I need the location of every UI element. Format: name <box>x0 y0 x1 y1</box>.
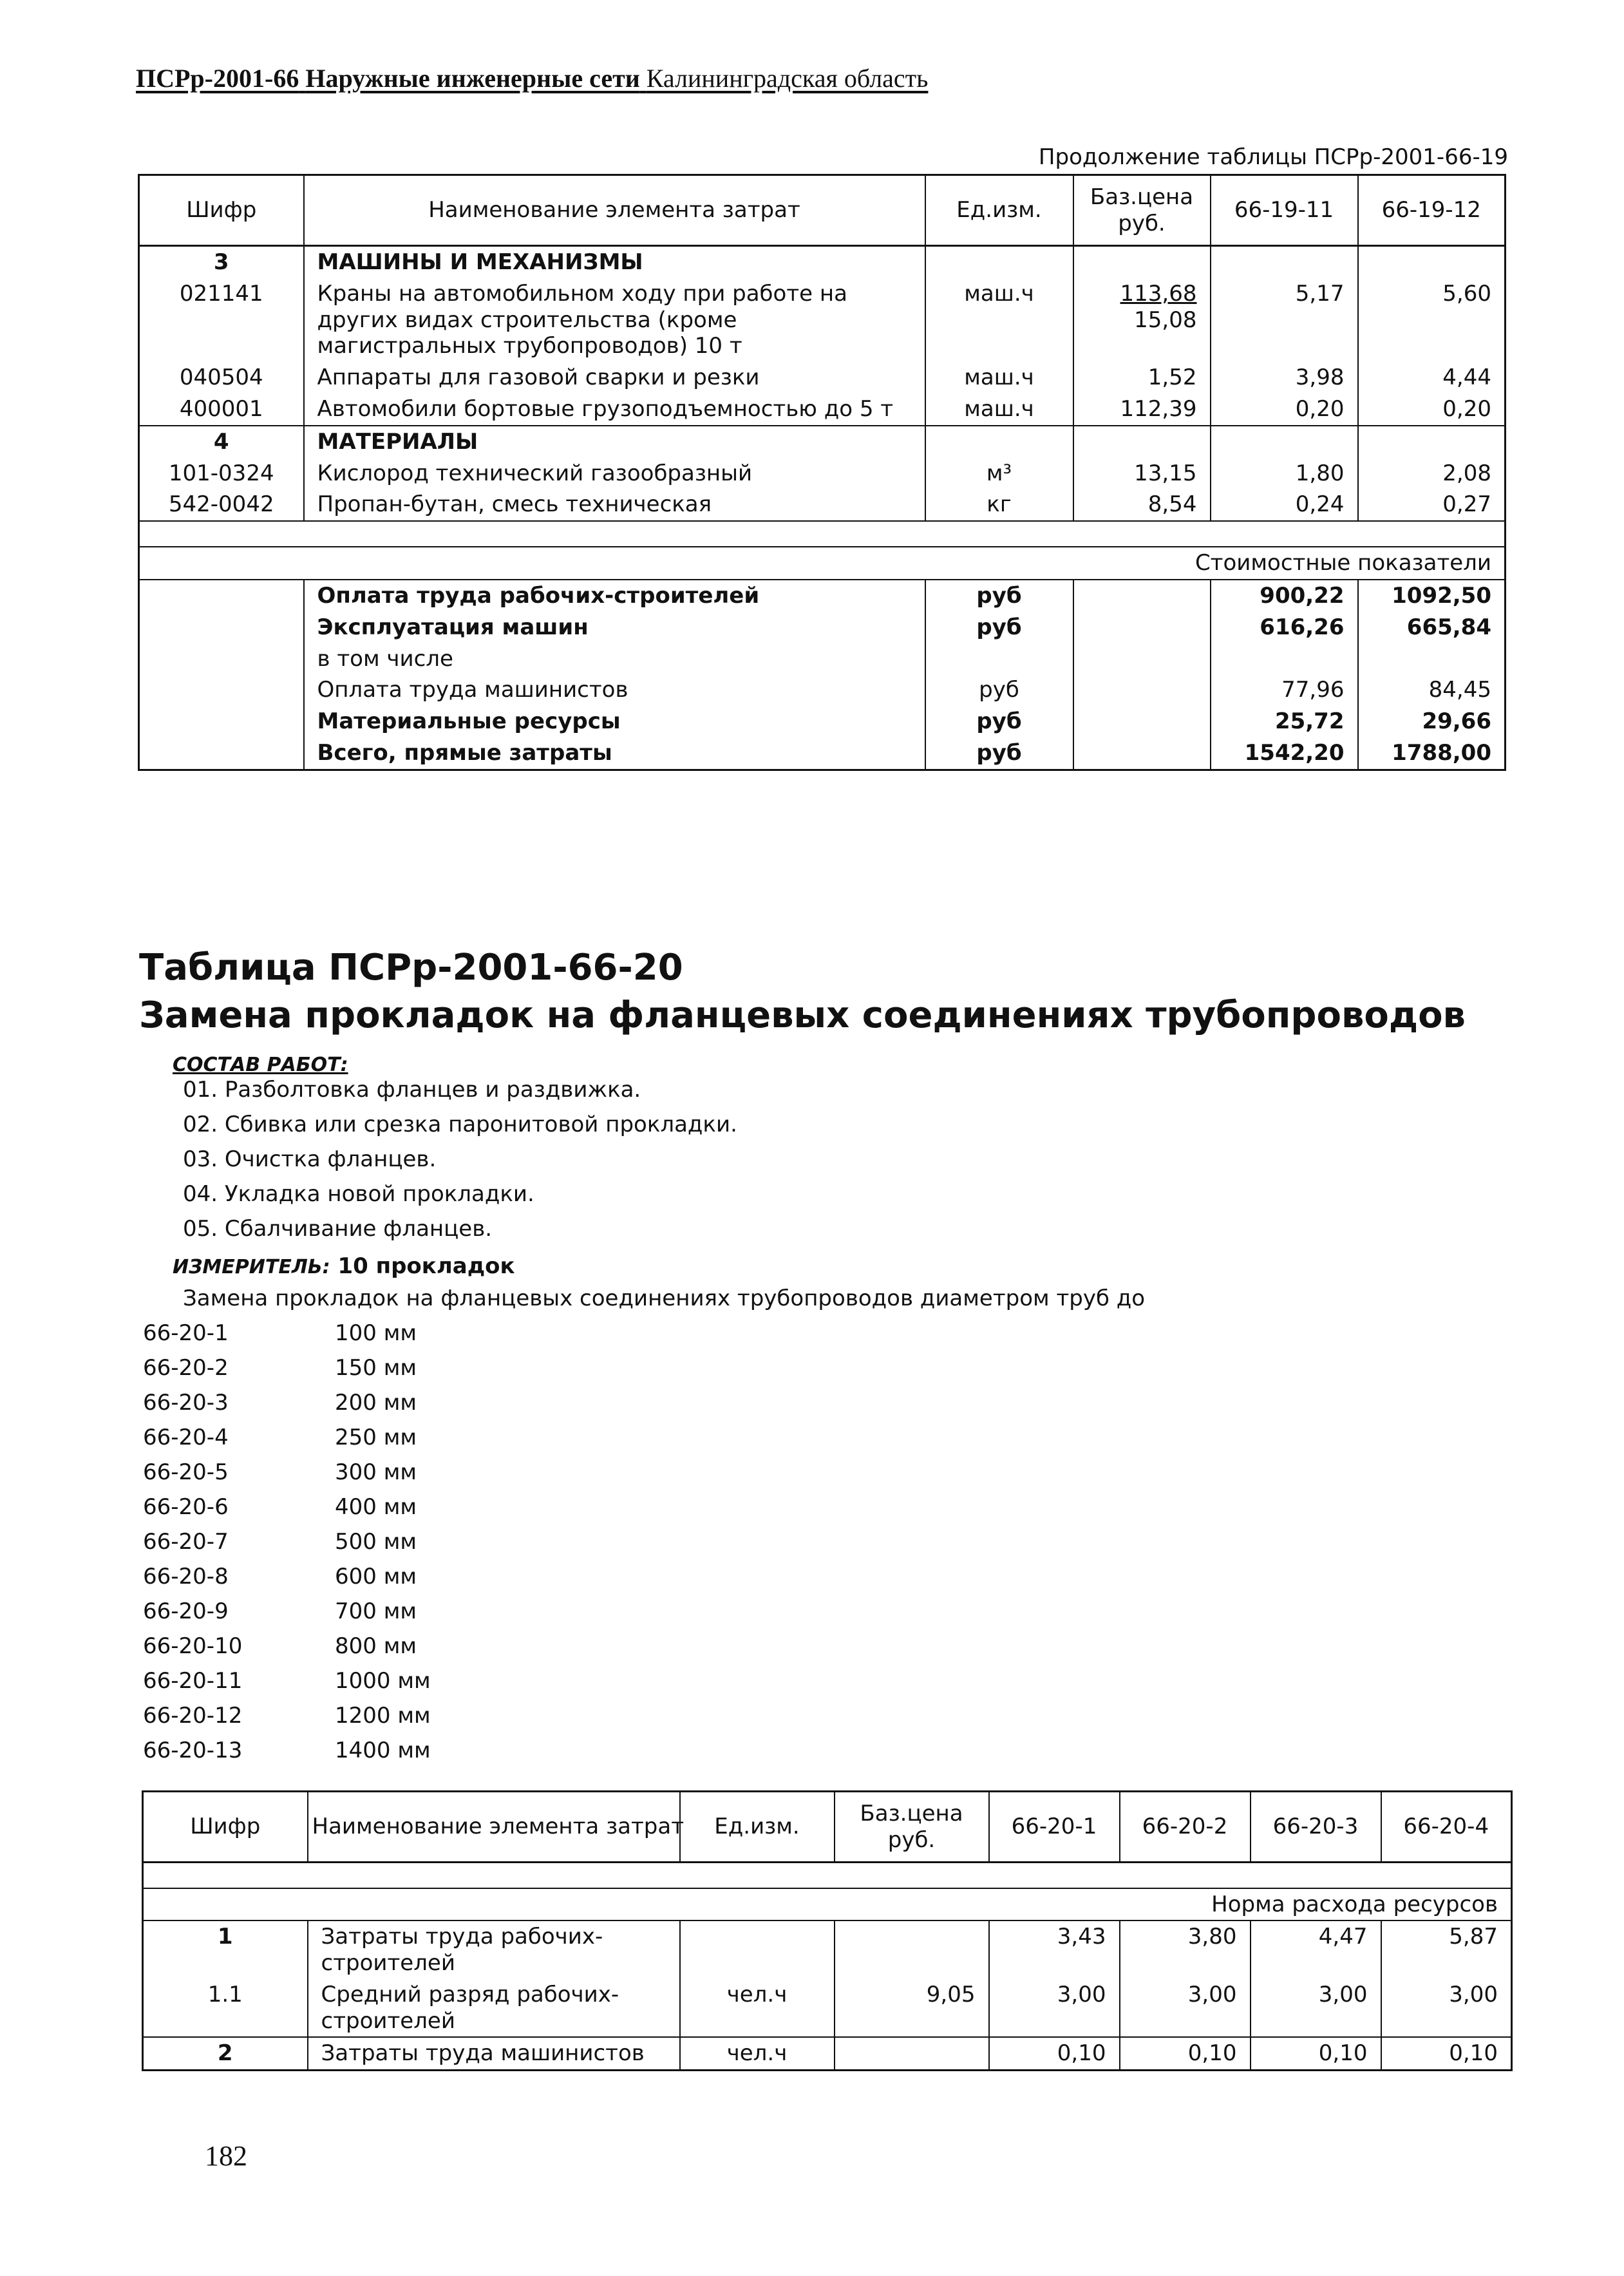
item-code: 66-20-8 <box>143 1564 229 1589</box>
row-unit: кг <box>925 489 1073 521</box>
summary-unit: руб <box>925 706 1073 737</box>
row-code: 400001 <box>139 394 304 426</box>
section-row-machines <box>139 246 1506 278</box>
row-value-3: 3,00 <box>1251 1979 1381 2038</box>
work-step: 02. Сбивка или срезка паронитовой прокладки. <box>183 1112 737 1137</box>
item-diameter: 500 мм <box>335 1529 417 1555</box>
row-price: 1,52 <box>1073 362 1211 394</box>
norm-label-row <box>143 1888 1512 1921</box>
row-value-4: 3,00 <box>1381 1979 1512 2038</box>
cost-indicators-label: Стоимостные показатели <box>139 547 1506 580</box>
cost-indicators-row <box>139 547 1506 580</box>
row-name: Пропан-бутан, смесь техническая <box>304 489 925 521</box>
row-name: Затраты труда рабочих-строителей <box>308 1920 680 1979</box>
item-code: 66-20-4 <box>143 1425 229 1450</box>
item-code: 66-20-10 <box>143 1633 243 1659</box>
item-diameter: 1000 мм <box>335 1668 431 1694</box>
resource-table-66-19 <box>138 174 1506 771</box>
item-code: 66-20-13 <box>143 1738 243 1763</box>
row-value-2: 5,60 <box>1358 278 1506 362</box>
table-header-row <box>143 1792 1512 1863</box>
summary-row <box>139 674 1506 706</box>
row-price: 112,39 <box>1073 394 1211 426</box>
summary-row <box>139 737 1506 770</box>
item-code: 66-20-9 <box>143 1598 229 1624</box>
row-name: Затраты труда машинистов <box>308 2037 680 2070</box>
item-code: 66-20-6 <box>143 1494 229 1520</box>
item-diameter: 200 мм <box>335 1390 417 1416</box>
col-66-20-3: 66-20-3 <box>1251 1792 1381 1863</box>
summary-unit: руб <box>925 737 1073 770</box>
item-diameter: 250 мм <box>335 1425 417 1450</box>
row-price: 13,15 <box>1073 458 1211 489</box>
work-description: Замена прокладок на фланцевых соединениях трубопроводов диаметром труб до <box>183 1285 1146 1311</box>
row-value-1: 1,80 <box>1211 458 1358 489</box>
col-price: Баз.цена руб. <box>1073 175 1211 246</box>
item-code: 66-20-11 <box>143 1668 243 1694</box>
row-code: 101-0324 <box>139 458 304 489</box>
row-value-1: 3,00 <box>989 1979 1120 2038</box>
row-code: 2 <box>143 2037 308 2070</box>
summary-label: Материальные ресурсы <box>304 706 925 737</box>
col-66-20-2: 66-20-2 <box>1120 1792 1251 1863</box>
section-title: МАШИНЫ И МЕХАНИЗМЫ <box>304 246 925 278</box>
summary-value-1: 900,22 <box>1211 580 1358 612</box>
row-value-1: 0,20 <box>1211 394 1358 426</box>
izmeritel-value: 10 прокладок <box>337 1253 515 1279</box>
row-unit: маш.ч <box>925 278 1073 362</box>
row-value-2: 2,08 <box>1358 458 1506 489</box>
row-value-1: 0,10 <box>989 2037 1120 2070</box>
row-value-2: 0,27 <box>1358 489 1506 521</box>
norm-label: Норма расхода ресурсов <box>143 1888 1512 1921</box>
row-value-1: 3,43 <box>989 1920 1120 1979</box>
item-code: 66-20-7 <box>143 1529 229 1555</box>
row-name: Аппараты для газовой сварки и резки <box>304 362 925 394</box>
izmeritel <box>173 1253 515 1279</box>
row-name: Средний разряд рабочих-строителей <box>308 1979 680 2038</box>
row-value-3: 4,47 <box>1251 1920 1381 1979</box>
col-66-19-11: 66-19-11 <box>1211 175 1358 246</box>
summary-value-1: 1542,20 <box>1211 737 1358 770</box>
table-row <box>143 2037 1512 2070</box>
item-diameter: 800 мм <box>335 1633 417 1659</box>
summary-value-1: 25,72 <box>1211 706 1358 737</box>
summary-value-2: 84,45 <box>1358 674 1506 706</box>
row-price <box>835 1920 989 1979</box>
table-row <box>139 458 1506 489</box>
work-step: 03. Очистка фланцев. <box>183 1146 437 1172</box>
section-row-materials <box>139 426 1506 458</box>
summary-label: Всего, прямые затраты <box>304 737 925 770</box>
izmeritel-label: ИЗМЕРИТЕЛЬ: <box>173 1256 330 1278</box>
item-code: 66-20-1 <box>143 1320 229 1346</box>
running-header <box>136 63 928 93</box>
row-value-3: 0,10 <box>1251 2037 1381 2070</box>
item-code: 66-20-12 <box>143 1703 243 1729</box>
header-code: ПСРр-2001-66 <box>136 64 299 93</box>
row-unit: маш.ч <box>925 394 1073 426</box>
section-title: МАТЕРИАЛЫ <box>304 426 925 458</box>
summary-value-1: 77,96 <box>1211 674 1358 706</box>
page-number: 182 <box>205 2140 247 2172</box>
row-unit: чел.ч <box>680 2037 835 2070</box>
row-unit <box>680 1920 835 1979</box>
row-value-2: 0,20 <box>1358 394 1506 426</box>
table-header-row <box>139 175 1506 246</box>
item-code: 66-20-2 <box>143 1355 229 1381</box>
row-value-2: 0,10 <box>1120 2037 1251 2070</box>
row-name: Краны на автомобильном ходу при работе на других видах строительства (кроме магистральных трубопроводов) 10 т <box>304 278 925 362</box>
summary-label: Оплата труда рабочих-строителей <box>304 580 925 612</box>
row-price <box>835 2037 989 2070</box>
table-row <box>143 1979 1512 2038</box>
col-66-20-4: 66-20-4 <box>1381 1792 1512 1863</box>
sostav-label: СОСТАВ РАБОТ: <box>173 1054 348 1076</box>
row-value-4: 0,10 <box>1381 2037 1512 2070</box>
continuation-label: Продолжение таблицы ПСРр-2001-66-19 <box>1038 144 1508 170</box>
work-step: 01. Разболтовка фланцев и раздвижка. <box>183 1077 641 1103</box>
col-unit: Ед.изм. <box>680 1792 835 1863</box>
row-unit: м³ <box>925 458 1073 489</box>
row-code: 1.1 <box>143 1979 308 2038</box>
section-num: 4 <box>139 426 304 458</box>
row-code: 542-0042 <box>139 489 304 521</box>
col-shifr: Шифр <box>139 175 304 246</box>
summary-label: в том числе <box>304 643 925 675</box>
col-66-19-12: 66-19-12 <box>1358 175 1506 246</box>
summary-value-2: 29,66 <box>1358 706 1506 737</box>
summary-row <box>139 612 1506 643</box>
col-unit: Ед.изм. <box>925 175 1073 246</box>
summary-unit: руб <box>925 580 1073 612</box>
summary-label: Эксплуатация машин <box>304 612 925 643</box>
row-name: Автомобили бортовые грузоподъемностью до 5 т <box>304 394 925 426</box>
row-value-2: 3,80 <box>1120 1920 1251 1979</box>
resource-table-66-20 <box>142 1790 1513 2071</box>
row-unit: чел.ч <box>680 1979 835 2038</box>
row-price-secondary: 15,08 <box>1134 307 1197 333</box>
table-row <box>139 278 1506 362</box>
work-step: 05. Сбалчивание фланцев. <box>183 1216 493 1242</box>
item-diameter: 600 мм <box>335 1564 417 1589</box>
item-code: 66-20-3 <box>143 1390 229 1416</box>
item-diameter: 400 мм <box>335 1494 417 1520</box>
row-price: 113,68 <box>1120 280 1197 307</box>
spacer-row <box>139 521 1506 547</box>
row-price: 9,05 <box>835 1979 989 2038</box>
work-step: 04. Укладка новой прокладки. <box>183 1181 534 1207</box>
row-value-1: 0,24 <box>1211 489 1358 521</box>
table-row <box>139 394 1506 426</box>
summary-value-2: 1092,50 <box>1358 580 1506 612</box>
item-code: 66-20-5 <box>143 1459 229 1485</box>
row-code: 040504 <box>139 362 304 394</box>
row-price: 8,54 <box>1073 489 1211 521</box>
spacer-row <box>143 1863 1512 1888</box>
table-id-heading: Таблица ПСРр-2001-66-20 <box>139 947 683 989</box>
header-title: Наружные инженерные сети <box>305 64 640 93</box>
summary-value-2: 1788,00 <box>1358 737 1506 770</box>
row-value-1: 5,17 <box>1211 278 1358 362</box>
row-name: Кислород технический газообразный <box>304 458 925 489</box>
col-price: Баз.цена руб. <box>835 1792 989 1863</box>
summary-unit: руб <box>925 674 1073 706</box>
row-value-2: 4,44 <box>1358 362 1506 394</box>
item-diameter: 1400 мм <box>335 1738 431 1763</box>
summary-row <box>139 580 1506 612</box>
row-code: 021141 <box>139 278 304 362</box>
item-diameter: 150 мм <box>335 1355 417 1381</box>
row-code: 1 <box>143 1920 308 1979</box>
row-value-4: 5,87 <box>1381 1920 1512 1979</box>
row-unit: маш.ч <box>925 362 1073 394</box>
table-row <box>143 1920 1512 1979</box>
summary-label: Оплата труда машинистов <box>304 674 925 706</box>
summary-value-1: 616,26 <box>1211 612 1358 643</box>
row-value-2: 3,00 <box>1120 1979 1251 2038</box>
table-title-heading: Замена прокладок на фланцевых соединениях трубопроводов <box>139 994 1466 1036</box>
item-diameter: 1200 мм <box>335 1703 431 1729</box>
col-shifr: Шифр <box>143 1792 308 1863</box>
item-diameter: 100 мм <box>335 1320 417 1346</box>
col-66-20-1: 66-20-1 <box>989 1792 1120 1863</box>
col-name: Наименование элемента затрат <box>304 175 925 246</box>
summary-unit: руб <box>925 612 1073 643</box>
table-row <box>139 489 1506 521</box>
header-region: Калининградская область <box>646 64 929 93</box>
summary-value-2: 665,84 <box>1358 612 1506 643</box>
item-diameter: 300 мм <box>335 1459 417 1485</box>
summary-row <box>139 706 1506 737</box>
row-value-1: 3,98 <box>1211 362 1358 394</box>
col-name: Наименование элемента затрат <box>308 1792 680 1863</box>
table-row <box>139 362 1506 394</box>
item-diameter: 700 мм <box>335 1598 417 1624</box>
section-num: 3 <box>139 246 304 278</box>
summary-row <box>139 643 1506 675</box>
